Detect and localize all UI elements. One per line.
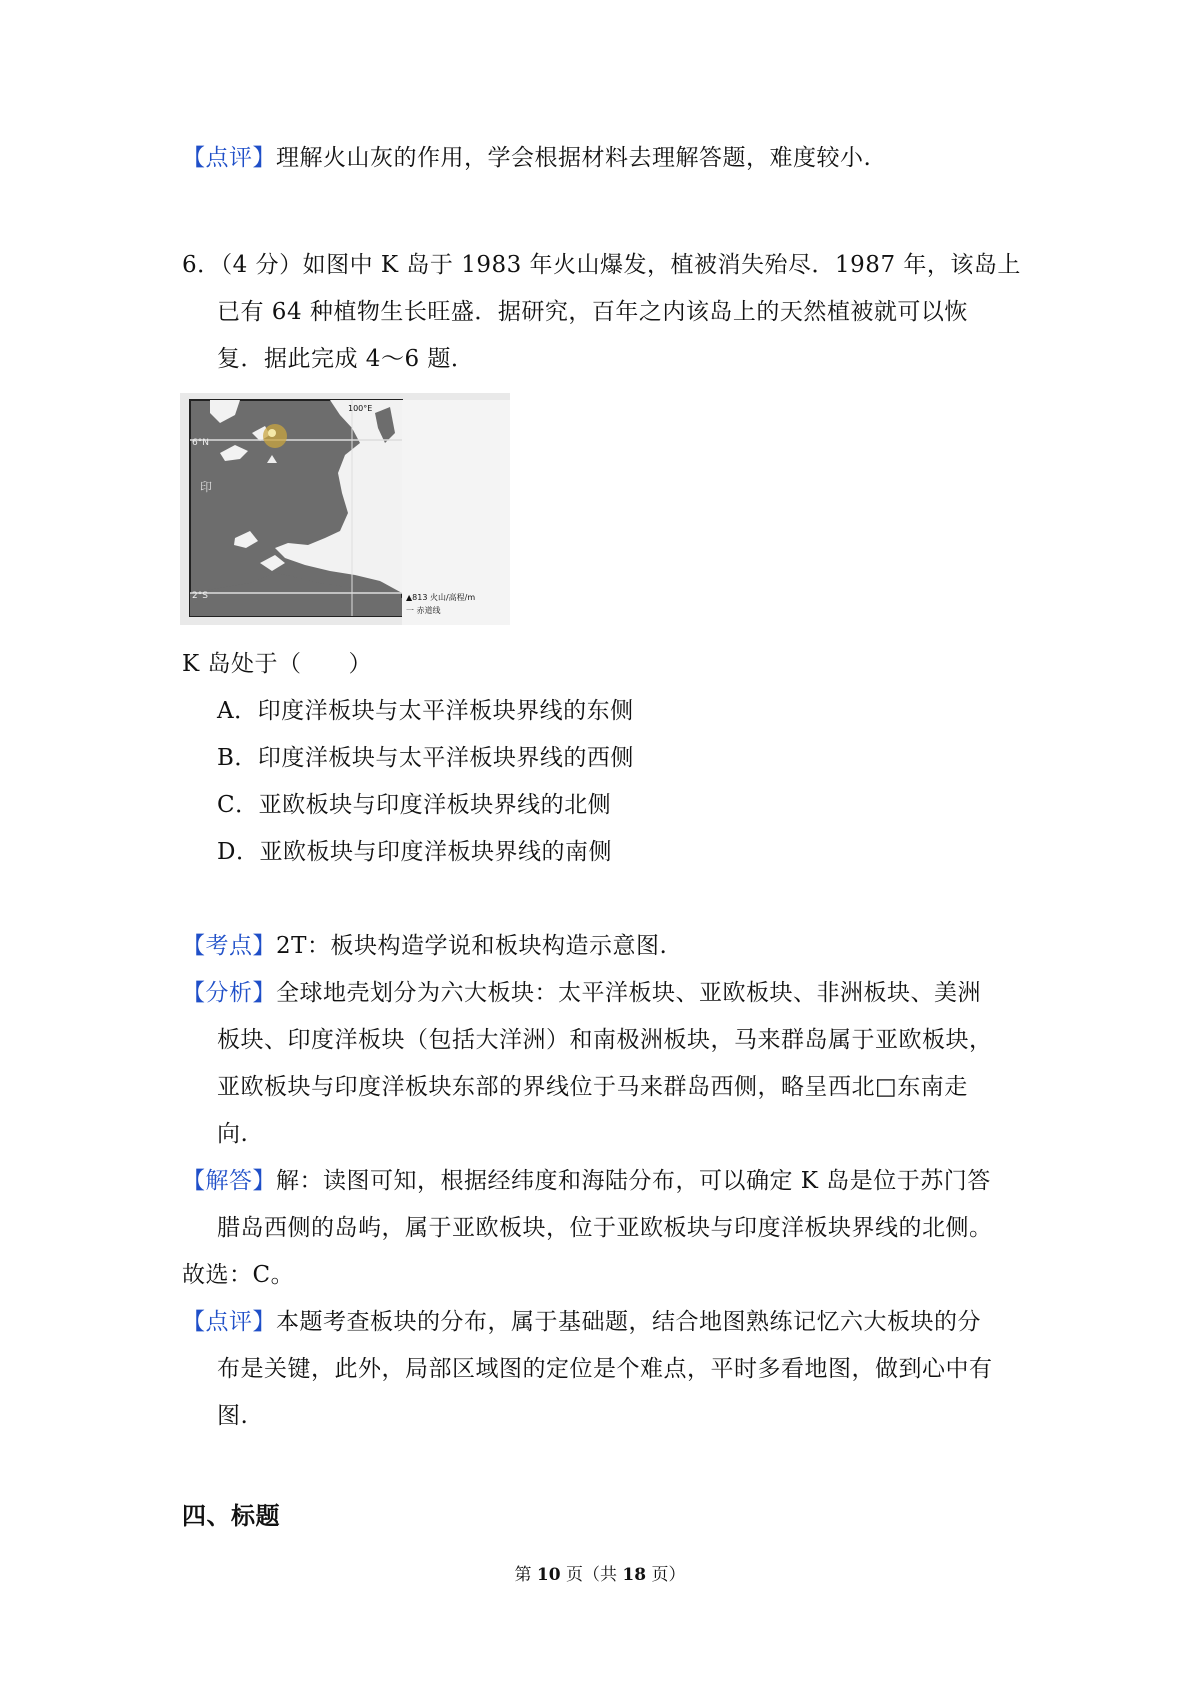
question-line-2: 已有 64 种植物生长旺盛．据研究，百年之内该岛上的天然植被就可以恢: [217, 299, 968, 325]
footer-mid: 页（共: [560, 1565, 623, 1585]
legend-volcano: ▲813 火山/高程/m: [406, 593, 476, 602]
footer-total-pages: 18: [622, 1565, 647, 1585]
k-island-map: [180, 393, 510, 625]
lat-bottom-label: 2°S: [192, 591, 208, 601]
review-text-1: 本题考查板块的分布，属于基础题，结合地图熟练记忆六大板块的分: [276, 1309, 981, 1335]
fenxi-line-2: 板块、印度洋板块（包括大洋洲）和南极洲板块，马来群岛属于亚欧板块，: [217, 1027, 993, 1053]
footer-suffix: 页）: [646, 1565, 686, 1585]
review-line-1: [182, 1306, 981, 1338]
fenxi-line-4: 向.: [217, 1121, 249, 1147]
footer-page-number: 10: [536, 1565, 561, 1585]
option-d: D．亚欧板块与印度洋板块界线的南侧: [217, 839, 612, 865]
option-c: C．亚欧板块与印度洋板块界线的北侧: [217, 792, 612, 818]
kaodian-text: 2T：板块构造学说和板块构造示意图.: [276, 933, 668, 959]
answer-line: 故选：C。: [182, 1262, 295, 1288]
review-line-2: 布是关键，此外，局部区域图的定位是个难点，平时多看地图，做到心中有: [217, 1356, 993, 1382]
fenxi-text-1: 全球地壳划分为六大板块：太平洋板块、亚欧板块、非洲板块、美洲: [276, 980, 981, 1006]
fenxi-line-1: [182, 977, 981, 1009]
longitude-label: 100°E: [348, 404, 373, 413]
jieda-tag: 【解答】: [182, 1168, 276, 1194]
page-footer: [0, 1560, 1200, 1585]
option-b: B．印度洋板块与太平洋板块界线的西侧: [217, 745, 634, 771]
footer-prefix: 第: [514, 1565, 537, 1585]
previous-review: [182, 142, 871, 174]
review-tag: 【点评】: [182, 145, 276, 171]
fenxi-tag: 【分析】: [182, 980, 276, 1006]
jieda-text-1: 解：读图可知，根据经纬度和海陆分布，可以确定 K 岛是位于苏门答: [276, 1168, 991, 1194]
legend-equator: 一 赤道线: [406, 606, 441, 615]
question-line-1: 6．（4 分）如图中 K 岛于 1983 年火山爆发，植被消失殆尽．1987 年，该岛上: [182, 252, 1021, 278]
option-a: A．印度洋板块与太平洋板块界线的东侧: [217, 698, 634, 724]
question-line-3: 复．据此完成 4～6 题．: [217, 346, 475, 372]
kaodian-line: [182, 930, 667, 962]
jieda-line-2: 腊岛西侧的岛屿，属于亚欧板块，位于亚欧板块与印度洋板块界线的北侧。: [217, 1215, 993, 1241]
kaodian-tag: 【考点】: [182, 933, 276, 959]
question-stem: K 岛处于（ ）: [182, 651, 372, 677]
lat-top-label: 6°N: [192, 438, 209, 448]
k-island-volcano-marker: [263, 424, 287, 448]
review-line-3: 图.: [217, 1403, 249, 1429]
land-label: 印: [200, 480, 213, 494]
fenxi-line-3: 亚欧板块与印度洋板块东部的界线位于马来群岛西侧，略呈西北□东南走: [217, 1074, 968, 1100]
review-text: 理解火山灰的作用，学会根据材料去理解答题，难度较小.: [276, 145, 872, 171]
jieda-line-1: [182, 1165, 991, 1197]
review-tag-2: 【点评】: [182, 1309, 276, 1335]
section-heading: 四、标题: [182, 1501, 280, 1530]
